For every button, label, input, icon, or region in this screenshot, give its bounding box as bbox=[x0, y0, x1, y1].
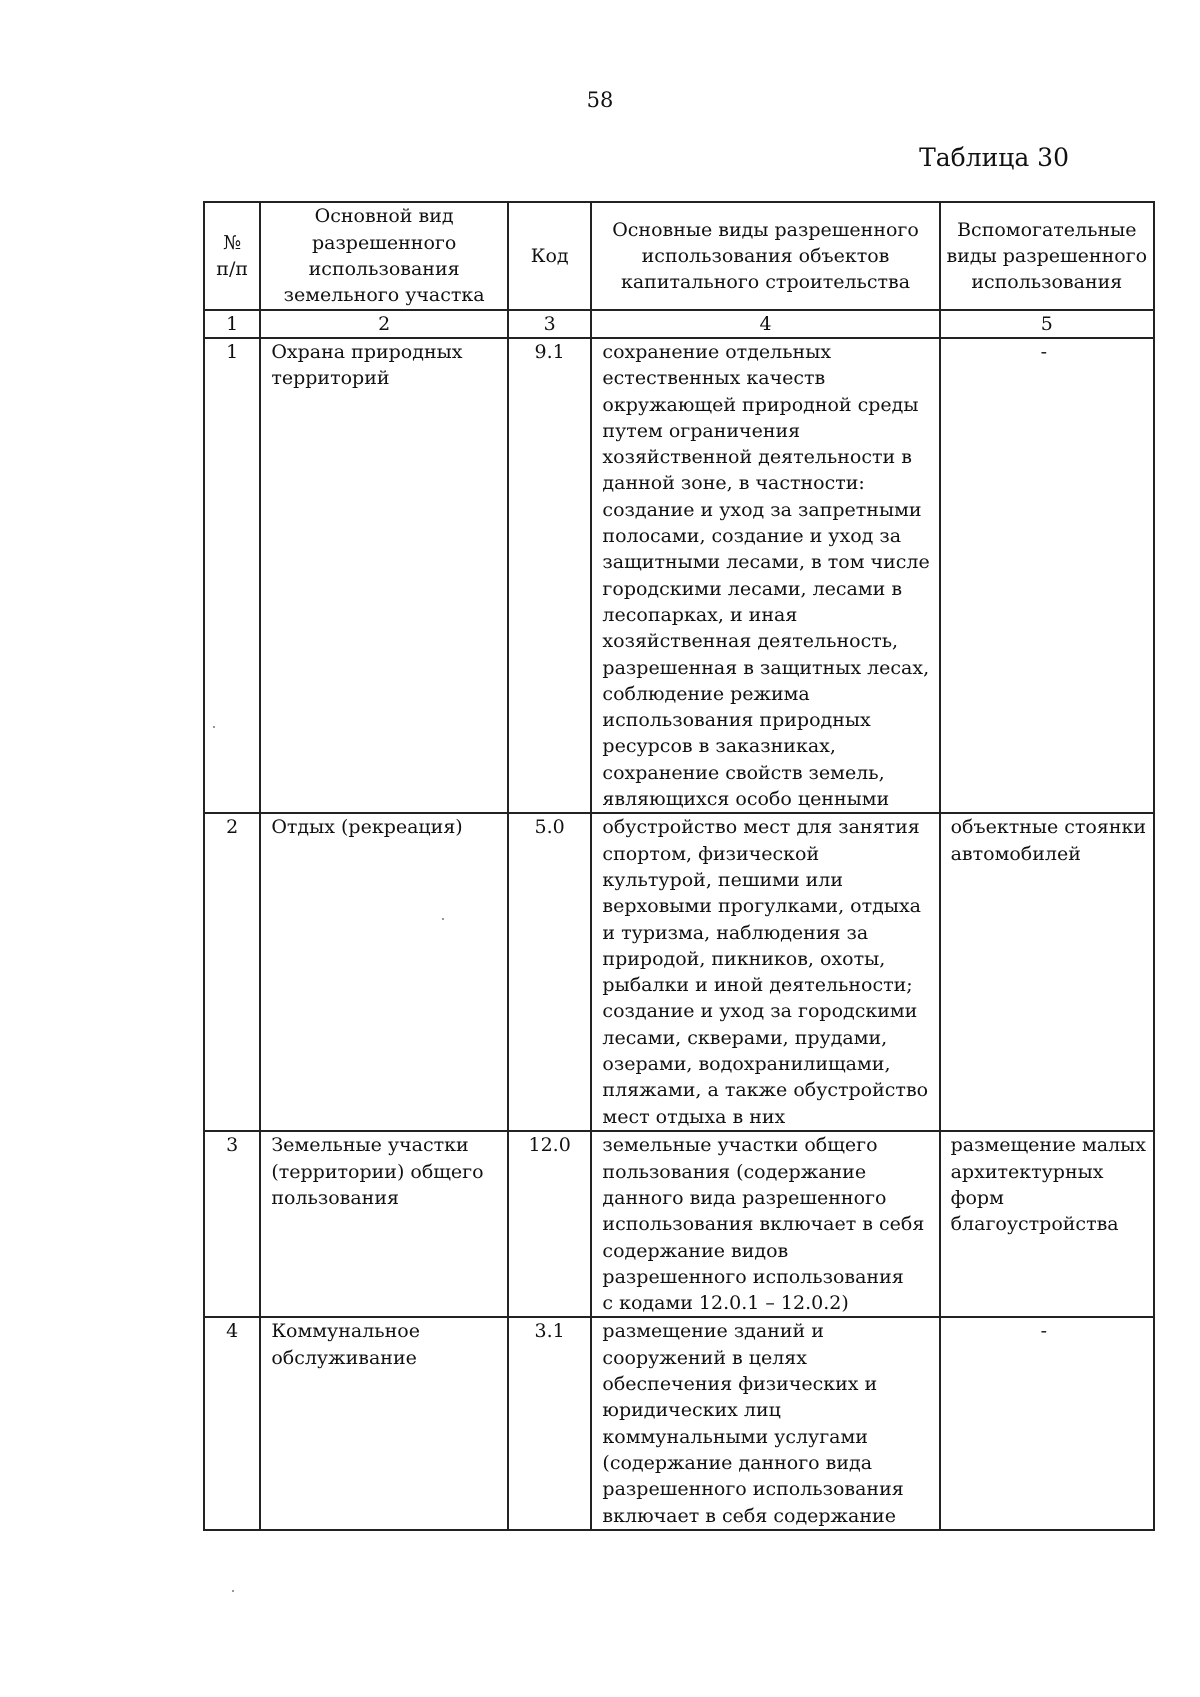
main-use-description: размещение зданий и сооружений в целях обеспечения физических и юридических лиц коммунальными услугами (содержание данного вида разрешенного использования включает в себя содержание bbox=[591, 1317, 939, 1529]
main-use-description: сохранение отдельных естественных качеств окружающей природной среды путем ограничения хозяйственной деятельности в данной зоне, в частности: создание и уход за запретными полосами, создание и уход за защитными лесами, в том числе городскими лесами, лесами в лесопарках, и иная хозяйственная деятельность, разрешенная в защитных лесах, соблюдение режима использования природных ресурсов в заказниках, сохранение свойств земель, являющихся особо ценными bbox=[591, 338, 939, 813]
land-use-name: Охрана природных территорий bbox=[260, 338, 508, 813]
header-number: № п/п bbox=[204, 202, 260, 310]
main-use-description: земельные участки общего пользования (содержание данного вида разрешенного использования включает в себя содержание видов разрешенного использования с кодами 12.0.1 – 12.0.2) bbox=[591, 1131, 939, 1317]
table-row bbox=[204, 1131, 1154, 1317]
land-use-code: 5.0 bbox=[508, 813, 592, 1131]
row-number: 3 bbox=[204, 1131, 260, 1317]
column-numbering-row bbox=[204, 310, 1154, 338]
table-row bbox=[204, 813, 1154, 1131]
land-use-code: 3.1 bbox=[508, 1317, 592, 1529]
column-number: 3 bbox=[508, 310, 592, 338]
scan-speck bbox=[232, 1590, 234, 1592]
page-number: 58 bbox=[586, 88, 614, 112]
scan-speck bbox=[442, 918, 444, 920]
land-use-name: Коммунальное обслуживание bbox=[260, 1317, 508, 1529]
row-number: 4 bbox=[204, 1317, 260, 1529]
header-auxiliary-uses: Вспомогательные виды разрешенного использования bbox=[940, 202, 1154, 310]
column-number: 2 bbox=[260, 310, 508, 338]
auxiliary-use: - bbox=[940, 1317, 1154, 1529]
header-capital-construction-uses: Основные виды разрешенного использования объектов капитального строительства bbox=[591, 202, 939, 310]
land-use-table bbox=[203, 201, 1155, 1531]
row-number: 2 bbox=[204, 813, 260, 1131]
column-number: 1 bbox=[204, 310, 260, 338]
scan-speck bbox=[213, 726, 215, 728]
main-use-description: обустройство мест для занятия спортом, физической культурой, пешими или верховыми прогулками, отдыха и туризма, наблюдения за природой, пикников, охоты, рыбалки и иной деятельности; создание и уход за городскими лесами, скверами, прудами, озерами, водохранилищами, пляжами, а также обустройство мест отдыха в них bbox=[591, 813, 939, 1131]
column-number: 5 bbox=[940, 310, 1154, 338]
column-number: 4 bbox=[591, 310, 939, 338]
table-title: Таблица 30 bbox=[919, 143, 1069, 172]
table-row bbox=[204, 1317, 1154, 1529]
land-use-code: 9.1 bbox=[508, 338, 592, 813]
auxiliary-use: - bbox=[940, 338, 1154, 813]
header-main-land-use: Основной вид разрешенного использования земельного участка bbox=[260, 202, 508, 310]
table-header-row bbox=[204, 202, 1154, 310]
land-use-code: 12.0 bbox=[508, 1131, 592, 1317]
land-use-name: Отдых (рекреация) bbox=[260, 813, 508, 1131]
auxiliary-use: размещение малых архитектурных форм благоустройства bbox=[940, 1131, 1154, 1317]
land-use-name: Земельные участки (территории) общего пользования bbox=[260, 1131, 508, 1317]
row-number: 1 bbox=[204, 338, 260, 813]
header-code: Код bbox=[508, 202, 592, 310]
table-row bbox=[204, 338, 1154, 813]
auxiliary-use: объектные стоянки автомобилей bbox=[940, 813, 1154, 1131]
